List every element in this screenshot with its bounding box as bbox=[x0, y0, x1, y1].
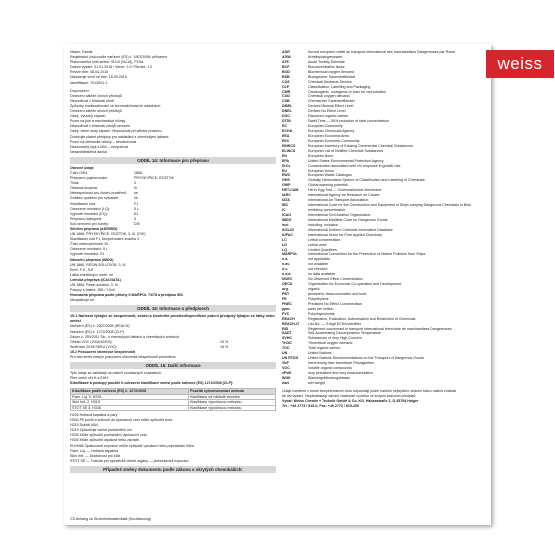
abbreviation-definition: Dwell Time — 50% reduction of start concentration bbox=[308, 119, 389, 124]
transport-label: Obalová skupina: bbox=[70, 186, 98, 191]
abbreviation-definition: wet weight bbox=[308, 380, 325, 385]
abbreviation-definition: parts per million bbox=[308, 306, 334, 311]
other-info-line: Tyto údaje se zakládají na našich současných znalostech. bbox=[70, 371, 163, 376]
hazard-statement-line: EUH066 Opakovaná expozice může způsobit vysušení nebo popraskání kůže. bbox=[70, 443, 195, 448]
abbreviation-definition: Limited Quantities bbox=[308, 247, 337, 252]
abbreviation-term: ThOD bbox=[282, 341, 292, 346]
abbreviation-definition: Organisation for Economic Co-operation and Development bbox=[308, 282, 402, 287]
abbreviation-definition: Polyvinylchloride bbox=[308, 311, 335, 316]
abbreviation-definition: European Economic Area bbox=[308, 133, 349, 138]
table-cell: Skin Irrit. 2, H315 bbox=[71, 400, 189, 405]
abbreviation-term: HET-CAM bbox=[282, 188, 299, 193]
regulation-value: 16 % bbox=[220, 344, 229, 349]
section-15-heading: ODDÍL 15: Informace o předpisech bbox=[70, 305, 276, 312]
precaution-line: Omezení zátěže očních přístrojů bbox=[70, 109, 122, 114]
road-transport-line: Omezené množství: 5 L bbox=[70, 247, 108, 252]
transport-label: Přepravní kategorie: bbox=[70, 216, 103, 221]
abbreviation-definition: Volatile organic compounds bbox=[308, 366, 352, 370]
air-transport-lines bbox=[70, 283, 276, 293]
regulation-label: Směrnice 2010/75/EU (VOC): bbox=[70, 344, 118, 349]
regulation-label: Obsah VOC (2004/42/ES): bbox=[70, 339, 113, 344]
abbreviation-definition: International Air Transport Association bbox=[308, 198, 369, 203]
abbreviation-term: IARC bbox=[282, 193, 291, 198]
other-info-line: Plné znění vět H a EUH: bbox=[70, 376, 109, 381]
abbreviation-definition: Acute Toxicity Estimate bbox=[308, 59, 345, 64]
abbreviation-term: UN RTDG bbox=[282, 356, 299, 361]
table-cell: Flam. Liq. 3, H226 bbox=[71, 394, 189, 399]
abbreviation-term: BOD bbox=[282, 69, 290, 74]
transport-label: Třída: bbox=[70, 181, 80, 186]
road-transport-subheading: Silniční přeprava (ADR/RID) bbox=[70, 227, 118, 231]
abbreviation-definition: Verordnung über brennbare Flüssigkeiten bbox=[308, 361, 375, 366]
abbreviation-definition: Inhibitory concentration bbox=[308, 208, 346, 212]
header-line: Registrační číslo podle nařízení (ES) č. 1907/2006: přiřazeno bbox=[70, 55, 168, 60]
precautions-block bbox=[70, 89, 276, 155]
abbreviation-term: ECHA bbox=[282, 129, 293, 133]
regulation-value: 25 % bbox=[220, 339, 229, 344]
road-transport-line: Vyjmuté množství: E1 bbox=[70, 252, 105, 257]
transport-value: 3 bbox=[134, 181, 136, 186]
abbreviation-term: DMEL bbox=[282, 104, 293, 109]
abbreviation-term: vPvB bbox=[282, 370, 291, 375]
regulation-label: Nařízení (ES) č. 1272/2008 (CLP) bbox=[70, 329, 124, 334]
abbreviation-term: UN bbox=[282, 351, 288, 356]
abbreviation-definition: United Nations Recommendations on the Transport of Dangerous Goods bbox=[308, 356, 424, 361]
header-line: Plánovaného užití směsi: SU10 (SU19), PC9a bbox=[70, 60, 144, 65]
abbreviation-definition: Substances of Very High Concern bbox=[308, 336, 362, 341]
abbreviation-definition: Concentration associated with x% response in growth rate bbox=[308, 163, 401, 168]
abbreviation-definition: Registration, Evaluation, Authorisation and Restriction of Chemicals bbox=[308, 316, 416, 321]
classification-intro: Klasifikace a postupy použité k odvození klasifikace směsi podle nařízení (ES) 1272/2008 [CLP]: bbox=[70, 381, 234, 386]
section-14-heading: ODDÍL 14: Informace pro přepravu bbox=[70, 157, 276, 164]
abbreviation-definition: Global warming potential bbox=[308, 183, 348, 188]
hazard-statement-line: H304 Při požití a vniknutí do dýchacích cest může způsobit smrt. bbox=[70, 418, 173, 423]
abbreviation-list bbox=[282, 50, 485, 386]
hazard-statement-line: H319 Způsobuje vážné podráždění očí. bbox=[70, 428, 133, 433]
sea-transport-line: EmS: F-E, S-E bbox=[70, 267, 94, 272]
abbreviation-term: EC bbox=[282, 124, 287, 129]
transport-general-rows bbox=[70, 171, 276, 227]
abbreviation-term: EU bbox=[282, 168, 287, 173]
abbreviation-term: ELINCS bbox=[282, 148, 296, 153]
sea-transport-subheading: Námořní přeprava (IMDG) bbox=[70, 257, 114, 262]
document-page bbox=[64, 44, 543, 525]
abbreviation-term: IUCLID bbox=[282, 227, 294, 232]
abbreviation-definition: Globally Harmonized System of Classification and Labelling of Chemicals bbox=[308, 178, 425, 183]
abbreviation-term: wwt bbox=[282, 380, 289, 385]
transport-label: Kód omezení pro tunely: bbox=[70, 221, 109, 226]
road-transport-line: UN 1866, PRYSKYŘICE, ROZTOK, 3, III, (D/E) bbox=[70, 232, 146, 237]
abbreviation-definition: European Waste Catalogue bbox=[308, 173, 353, 178]
abbreviation-definition: United States Environmental Protection Agency bbox=[308, 158, 384, 163]
table-header-cell: Klasifikace podle nařízení (ES) č. 1272/2008 bbox=[71, 389, 189, 394]
document-header-block bbox=[70, 50, 276, 86]
changes-heading: Případné změny dokumentu podle zákona o skrytých chemikáliích: bbox=[70, 466, 276, 473]
abbreviation-definition: very persistent and very bioaccumulative bbox=[308, 370, 373, 375]
transport-value: III bbox=[134, 186, 137, 191]
precaution-line: Nezanedbatelná dávka bbox=[70, 149, 107, 154]
abbreviation-definition: Derived No Effect Level bbox=[308, 109, 346, 114]
abbreviation-term: EWC bbox=[282, 173, 291, 178]
abbreviation-definition: European Norm bbox=[308, 153, 334, 158]
abbreviation-term: COD bbox=[282, 94, 290, 99]
hazard-statement-line: H226 Hořlavá kapalina a páry. bbox=[70, 412, 119, 417]
regulation-subheading: 15.1 Nařízení týkající se bezpečnosti, zdraví a životního prostředí/specifické právní předpisy týkající se látky nebo směsi bbox=[70, 314, 275, 324]
abbreviation-term: ppm bbox=[282, 306, 290, 311]
abbreviation-term: EINECS bbox=[282, 143, 296, 148]
hazard-statements bbox=[70, 413, 276, 464]
precaution-line: Omezení zátěže očních přístrojů bbox=[70, 93, 122, 98]
transport-label: Přepravní pojmenování: bbox=[70, 176, 109, 181]
abbreviation-definition: Polyethylene bbox=[308, 296, 329, 301]
abbreviation-definition: United Nations bbox=[308, 351, 332, 356]
abbreviation-definition: no data available bbox=[308, 272, 336, 277]
abbreviation-term: IMDG bbox=[282, 217, 292, 222]
abbreviation-term: DOC bbox=[282, 114, 290, 119]
abbreviation-definition: Carcinogenic, mutagenic or toxic for reproduction bbox=[308, 89, 387, 94]
abbreviation-definition: International Union for Pure Applied Chemistry bbox=[308, 232, 382, 237]
abbreviation-term: VOC bbox=[282, 366, 290, 370]
hazard-statement-line: STOT SE — Toxicita pro specifické cílové orgány — jednorázová expozice bbox=[70, 458, 189, 463]
header-line: Datum vydání: 01.01.2016 / Verze: 1.0 / Revize: 1.0 bbox=[70, 65, 153, 70]
air-transport-line: Pokyny k balení: 355 / Y344 bbox=[70, 288, 115, 293]
abbreviation-definition: not available bbox=[308, 262, 329, 267]
precaution-line: Způsoby zneškodňování ve shromažďovacích nádobách: bbox=[70, 103, 161, 108]
abbreviation-definition: Bioconcentration factor bbox=[308, 64, 345, 69]
closing-line: ke dni vydání. Nepředstavují záruku vlastností výrobku ve smyslu právních předpisů. bbox=[282, 393, 417, 398]
transport-label: Zvláštní opatření pro uživatele: bbox=[70, 196, 120, 201]
abbreviation-term: ATE bbox=[282, 59, 289, 64]
abbreviation-term: CMR bbox=[282, 89, 291, 94]
abbreviation-term: IBC bbox=[282, 203, 289, 208]
sea-transport-line: UN 1866, RESIN SOLUTION, 3, III bbox=[70, 262, 126, 267]
hazard-statement-line: H335 Může způsobit podráždění dýchacích cest. bbox=[70, 433, 148, 438]
abbreviation-term: ADR bbox=[282, 50, 290, 54]
header-line: Název: Ramik bbox=[70, 50, 93, 54]
abbreviation-term: IUPAC bbox=[282, 232, 293, 237]
abbreviation-definition: including, inclusive bbox=[308, 222, 338, 227]
precaution-line: Nepoužívat v blízkosti zdrojů vznícení bbox=[70, 124, 131, 129]
abbreviation-definition: Accord européen relatif au transport international des marchandises Dangereuses par Route bbox=[308, 50, 456, 54]
abbreviation-term: WGK bbox=[282, 375, 291, 380]
abbreviation-term: NOEC bbox=[282, 277, 293, 282]
sea-transport-lines bbox=[70, 263, 276, 278]
precaution-line: Ostrý, výrazný zápach bbox=[70, 114, 106, 119]
abbreviation-term: GHS bbox=[282, 178, 290, 183]
abbreviation-definition: International Code for the Construction and Equipment of Ships carrying Dangerous Chemicals in Bulk bbox=[308, 203, 471, 208]
abbreviation-definition: Wassergefährdungsklasse bbox=[308, 375, 351, 380]
abbreviation-definition: Règlement concernant le transport International ferroviaire de marchandises Dangereuses bbox=[308, 326, 452, 331]
abbreviation-definition: No Observed Effect Concentration bbox=[308, 277, 363, 282]
table-cell: Klasifikace výpočtovou metodou bbox=[189, 400, 276, 405]
air-transport-subheading: Letecká přeprava (ICAO/IATA) bbox=[70, 277, 121, 282]
transport-value: E1 bbox=[134, 211, 139, 216]
closing-statement bbox=[282, 389, 485, 399]
abbreviation-definition: Arbeitsplatzgrenzwert bbox=[308, 54, 343, 59]
transport-value: D/E bbox=[134, 221, 140, 226]
transport-value: 5 L bbox=[134, 206, 139, 211]
abbreviation-row bbox=[282, 381, 485, 386]
marpol-note: Hromadná přeprava podle přílohy II MARPOL 73/78 a předpisu IBC bbox=[70, 293, 184, 298]
abbreviation-definition: Lethal dose bbox=[308, 242, 327, 247]
abbreviation-term: SADT bbox=[282, 331, 292, 336]
abbreviation-term: PBT bbox=[282, 291, 290, 296]
precaution-line: Ostrý, velmi ostrý zápach. Nepoužívat při větrání prostoru bbox=[70, 129, 162, 134]
abbreviation-term: n.d.a. bbox=[282, 272, 292, 277]
transport-value: 3 bbox=[134, 216, 136, 221]
abbreviation-term: DNEL bbox=[282, 109, 292, 114]
air-transport-line: UN 1866, Resin solution, 3, III bbox=[70, 283, 118, 288]
transport-value: ne bbox=[134, 196, 138, 201]
page-footer: CS Anhang zu Sicherheitsdatenblatt (Kurzfassung) bbox=[70, 517, 151, 521]
abbreviation-term: CSB bbox=[282, 99, 290, 104]
header-line: Identifikace: 7013001-1 bbox=[70, 80, 108, 85]
abbreviation-term: MARPOL bbox=[282, 252, 298, 257]
abbreviation-term: VbF bbox=[282, 361, 289, 366]
classification-table bbox=[70, 388, 276, 411]
general-info-subheading: Obecné údaje bbox=[70, 165, 94, 170]
regulation-lines bbox=[70, 324, 276, 349]
chemical-safety-subheading: 15.2 Posouzení chemické bezpečnosti bbox=[70, 349, 136, 354]
abbreviation-term: OECD bbox=[282, 282, 293, 287]
marpol-note-value: Neuplatňuje se. bbox=[70, 298, 95, 303]
precaution-line: Pozor na chemické účinky – nevdechovat bbox=[70, 139, 137, 144]
abbreviation-term: BCF bbox=[282, 64, 290, 69]
other-info-lines bbox=[70, 371, 276, 381]
company-line-1: Vydal: Weiss Chemie + Technik GmbH & Co. KG, Hansastraße 2, D-35708 Haiger bbox=[282, 398, 419, 403]
abbreviation-definition: Biochemical oxygen demand bbox=[308, 69, 354, 74]
abbreviation-definition: Chemischer Sauerstoffbedarf bbox=[308, 99, 355, 104]
transport-label: Číslo OSN: bbox=[70, 170, 88, 175]
abbreviation-definition: International Civil Aviation Organization bbox=[308, 212, 371, 217]
table-cell: Klasifikace výpočtovou metodou bbox=[189, 405, 276, 410]
closing-line: Údaje uvedené v tomto bezpečnostním listu odpovídají podle našeho nejlepšího vědomí stavu našich znalostí bbox=[282, 388, 457, 393]
road-transport-line: Číslo nebezpečnosti: 30 bbox=[70, 242, 109, 247]
hazard-statement-line: H336 Může způsobit ospalost nebo závratě. bbox=[70, 438, 140, 443]
table-cell: Klasifikace na základě zkoušek bbox=[189, 394, 276, 399]
transport-value: F1 bbox=[134, 201, 139, 206]
abbreviation-term: PNEC bbox=[282, 301, 292, 306]
abbreviation-term: incl. bbox=[282, 222, 290, 227]
hazard-statement-line: Flam. Liq. — Hořlavá kapalina bbox=[70, 448, 119, 453]
abbreviation-term: EEA bbox=[282, 133, 290, 138]
abbreviation-term: ICAO bbox=[282, 212, 291, 217]
abbreviation-definition: Dissolved organic carbon bbox=[308, 114, 349, 119]
abbreviation-term: LC bbox=[282, 237, 287, 242]
company-line-2: Tel.: +49 2773 / 815-0, Fax: +49 2773 / 815-200 bbox=[282, 404, 360, 409]
abbreviation-term: SVHC bbox=[282, 336, 292, 341]
abbreviation-definition: List-No. — 9-digit ECHA identifier bbox=[308, 321, 362, 326]
abbreviation-definition: European Community bbox=[308, 124, 343, 129]
abbreviation-definition: European Inventory of Existing Commercial Chemical Substances bbox=[308, 143, 413, 148]
abbreviation-definition: European Economic Community bbox=[308, 138, 360, 143]
abbreviation-term: n.a. bbox=[282, 257, 289, 262]
precaution-line: Doporučení: bbox=[70, 88, 90, 93]
chemical-safety-text: Pro tuto směs nebylo posouzení chemické bezpečnosti provedeno. bbox=[70, 354, 177, 359]
left-column bbox=[70, 50, 276, 475]
precaution-line: Dodržujte platné předpisy pro nakládání s chemickými látkami bbox=[70, 134, 169, 139]
abbreviation-definition: Derived Minimal Effect Level bbox=[308, 104, 354, 109]
hazard-statement-line: H315 Dráždí kůži. bbox=[70, 423, 99, 428]
abbreviation-definition: European Union bbox=[308, 168, 334, 173]
abbreviation-definition: International Maritime Code for Dangerous Goods bbox=[308, 217, 388, 222]
abbreviation-definition: Lethal concentration bbox=[308, 237, 341, 242]
transport-label: Vyjmuté množství (EQ): bbox=[70, 211, 108, 216]
header-line: Revize dne: 08.04.2016 bbox=[70, 70, 108, 75]
abbreviation-term: n.av. bbox=[282, 262, 290, 267]
abbreviation-definition: International Uniform Chemical Information Database bbox=[308, 227, 393, 232]
header-line: Nahrazuje verzi ze dne: 15.09.2015 bbox=[70, 75, 127, 80]
transport-label: Klasifikační kód: bbox=[70, 201, 96, 206]
hazard-statement-line: Skin Irrit. — Dráždivost pro kůži bbox=[70, 453, 121, 458]
table-row bbox=[71, 405, 276, 410]
abbreviation-definition: Classification, Labelling and Packaging bbox=[308, 84, 371, 89]
abbreviation-term: org. bbox=[282, 287, 289, 291]
abbreviation-term: EEC bbox=[282, 138, 290, 143]
abbreviation-definition: not checked bbox=[308, 267, 328, 272]
abbreviation-term: AGW bbox=[282, 54, 291, 59]
abbreviation-term: PVC bbox=[282, 311, 290, 316]
abbreviation-term: PE bbox=[282, 296, 287, 301]
table-header-cell: Použitá vyhodnocovací metoda bbox=[189, 389, 276, 394]
transport-value: ne bbox=[134, 191, 138, 196]
abbreviation-term: TOC bbox=[282, 346, 290, 351]
precaution-line: Dlouhodobý styk s kůží – nevyužívat bbox=[70, 144, 129, 149]
abbreviation-term: RID bbox=[282, 326, 289, 331]
abbreviation-definition: organic bbox=[308, 287, 320, 291]
abbreviation-definition: Biologischer Sauerstoffbedarf bbox=[308, 74, 356, 79]
abbreviation-definition: Self-Accelerating Decomposition Temperature bbox=[308, 331, 382, 336]
abbreviation-definition: International Convention for the Prevention of Marine Pollution from Ships bbox=[308, 252, 426, 257]
abbreviation-term: ErCx bbox=[282, 163, 291, 168]
abbreviation-definition: Predicted No Effect Concentration bbox=[308, 301, 363, 306]
abbreviation-definition: Theoretical oxygen demand bbox=[308, 341, 353, 346]
road-transport-line: Klasifikační kód F1, bezpečnostní značka 3 bbox=[70, 237, 139, 242]
abbreviation-term: LD bbox=[282, 242, 287, 247]
abbreviation-definition: Chemical Abstracts Service bbox=[308, 79, 352, 84]
abbreviation-term: GWP bbox=[282, 183, 291, 188]
abbreviation-term: IATA bbox=[282, 198, 290, 203]
regulation-label: Zákon č. 350/2011 Sb., o chemických látkách a chemických směsích bbox=[70, 334, 180, 339]
right-column bbox=[282, 50, 485, 409]
precaution-line: Pozor na jiné a mechanické účinky bbox=[70, 119, 126, 124]
abbreviation-definition: Chemical oxygen demand bbox=[308, 94, 350, 99]
abbreviation-term: EN bbox=[282, 153, 287, 158]
abbreviation-term: LQ bbox=[282, 247, 287, 252]
abbreviation-definition: Hen's Egg Test — Chorionallantoic Membrane bbox=[308, 188, 382, 193]
abbreviation-term: n.c. bbox=[282, 267, 289, 272]
transport-value: PRYSKYŘICE, ROZTOK bbox=[134, 176, 175, 181]
abbreviation-term: IC bbox=[282, 208, 286, 212]
regulation-label: Nařízení (ES) č. 1907/2006 (REACH) bbox=[70, 324, 130, 329]
transport-label: Omezené množství (LQ): bbox=[70, 206, 111, 211]
abbreviation-definition: Total organic carbon bbox=[308, 346, 341, 351]
abbreviation-term: REACH bbox=[282, 316, 295, 321]
abbreviation-definition: International Agency for Research on Cancer bbox=[308, 193, 380, 198]
abbreviation-term: DT50 bbox=[282, 119, 291, 124]
table-cell: STOT SE 3, H336 bbox=[71, 405, 189, 410]
abbreviation-term: CLP bbox=[282, 84, 290, 89]
road-transport-lines bbox=[70, 232, 276, 257]
abbreviation-term: BSB bbox=[282, 74, 290, 79]
abbreviation-definition: persistent, bioaccumulative and toxic bbox=[308, 291, 367, 296]
weiss-logo: weiss bbox=[486, 50, 554, 78]
transport-label: Nebezpečnost pro životní prostředí: bbox=[70, 191, 127, 196]
abbreviation-definition: European List of Notified Chemical Substances bbox=[308, 148, 384, 153]
abbreviation-definition: European Chemicals Agency bbox=[308, 129, 355, 133]
transport-value: 1866 bbox=[134, 170, 142, 175]
sea-transport-line: Látka znečišťující moře: ne bbox=[70, 272, 114, 277]
abbreviation-term: CAS bbox=[282, 79, 290, 84]
section-16-heading: ODDÍL 16: Další informace bbox=[70, 362, 276, 369]
abbreviation-term: REACH-IT bbox=[282, 321, 300, 326]
precaution-line: Nepoužívat v blízkosti ohně bbox=[70, 98, 114, 103]
abbreviation-term: EPA bbox=[282, 158, 290, 163]
abbreviation-definition: not applicable bbox=[308, 257, 331, 262]
